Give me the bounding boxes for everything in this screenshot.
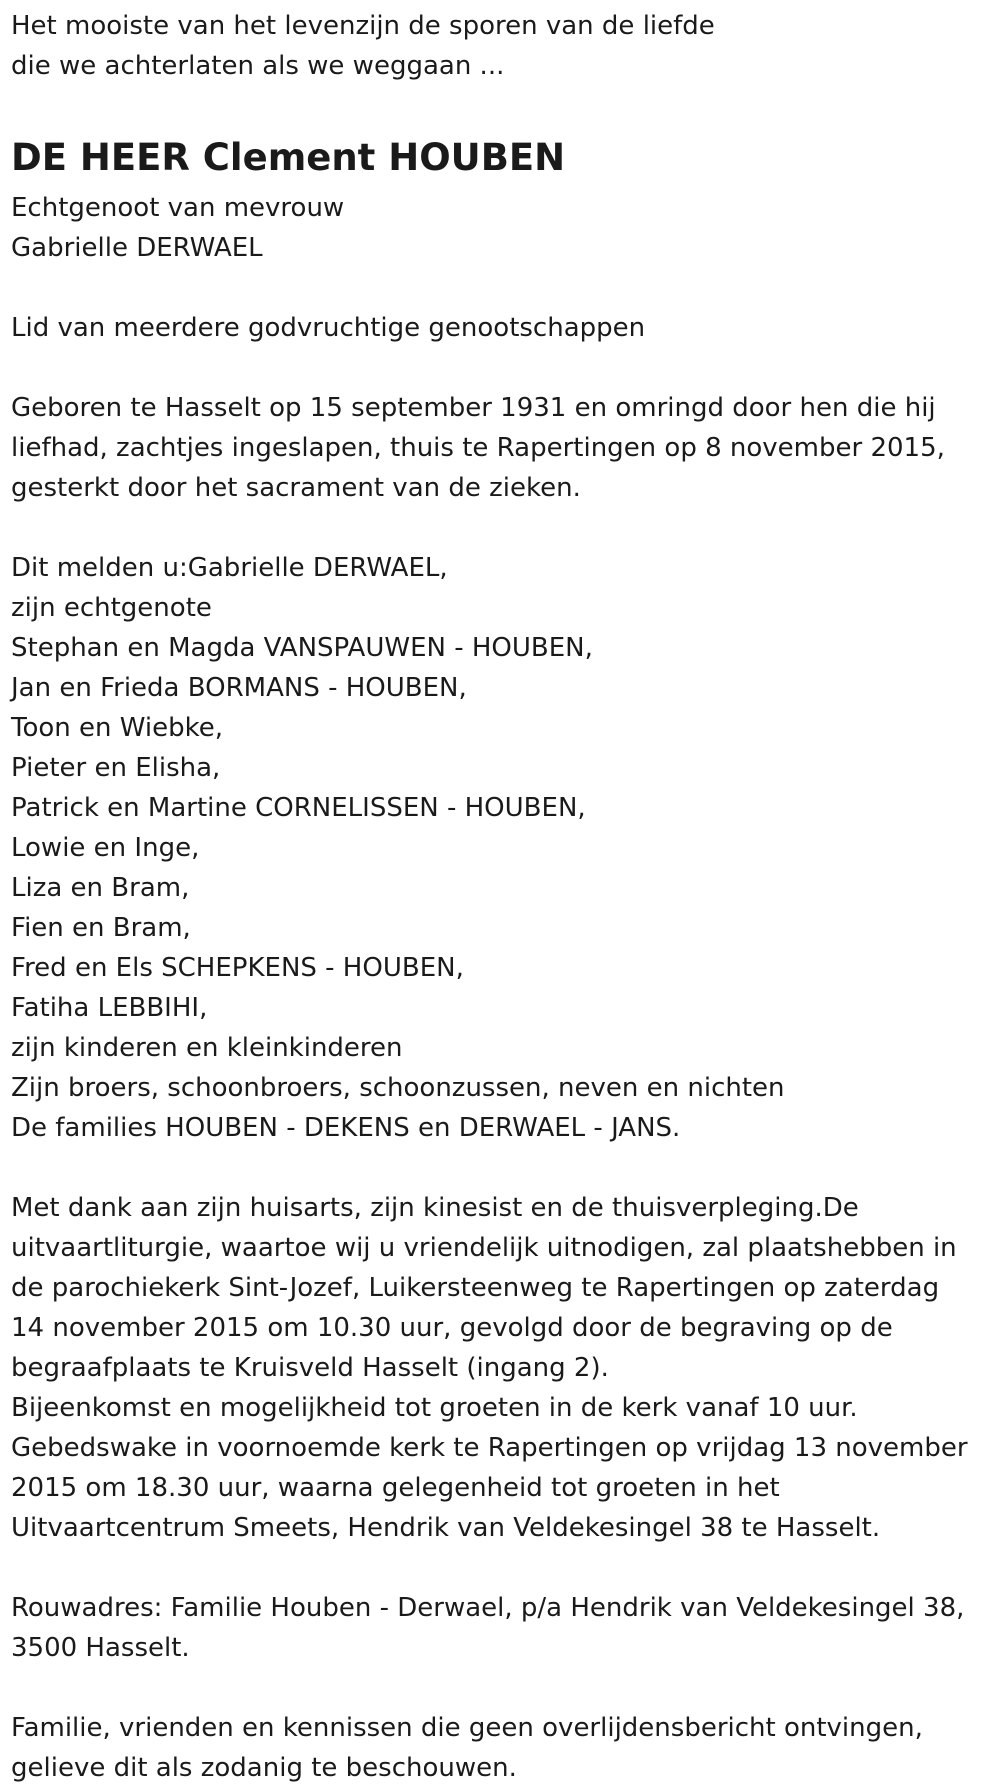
spacer (11, 1668, 1000, 1708)
funeral-info-line: Met dank aan zijn huisarts, zijn kinesist en de thuisverpleging.De (11, 1193, 859, 1223)
spacer (11, 348, 1000, 388)
announcer-line: Fatiha LEBBIHI, (11, 993, 208, 1023)
closing-note-section (11, 1708, 1000, 1788)
spouse-line: Gabrielle DERWAEL (11, 233, 263, 263)
announcer-line: Jan en Frieda BORMANS - HOUBEN, (11, 673, 467, 703)
funeral-info-line: 14 november 2015 om 10.30 uur, gevolgd door de begraving op de (11, 1313, 893, 1343)
announcer-line: Lowie en Inge, (11, 833, 200, 863)
announcer-line: Fred en Els SCHEPKENS - HOUBEN, (11, 953, 464, 983)
spacer (11, 508, 1000, 548)
announcer-line: zijn kinderen en kleinkinderen (11, 1033, 403, 1063)
spacer (11, 1148, 1000, 1188)
funeral-info-line: begraafplaats te Kruisveld Hasselt (ingang 2). (11, 1353, 609, 1383)
birth-death-line: Geboren te Hasselt op 15 september 1931 en omringd door hen die hij (11, 393, 936, 423)
spouse-line: Echtgenoot van mevrouw (11, 193, 345, 223)
mourning-address-line: 3500 Hasselt. (11, 1633, 190, 1663)
spouse-section (11, 188, 1000, 268)
closing-note-line: gelieve dit als zodanig te beschouwen. (11, 1753, 517, 1783)
funeral-info-line: Uitvaartcentrum Smeets, Hendrik van Veldekesingel 38 te Hasselt. (11, 1513, 881, 1543)
announcer-line: Fien en Bram, (11, 913, 191, 943)
announcer-line: Dit melden u:Gabrielle DERWAEL, (11, 553, 448, 583)
announcer-line: Toon en Wiebke, (11, 713, 224, 743)
funeral-info-line: Bijeenkomst en mogelijkheid tot groeten in de kerk vanaf 10 uur. (11, 1393, 858, 1423)
mourning-address-section (11, 1588, 1000, 1668)
birth-death-section (11, 388, 1000, 508)
spacer (11, 1548, 1000, 1588)
spacer (11, 86, 1000, 126)
announcer-line: Liza en Bram, (11, 873, 190, 903)
funeral-info-line: 2015 om 18.30 uur, waarna gelegenheid tot groeten in het (11, 1473, 780, 1503)
funeral-info-line: de parochiekerk Sint-Jozef, Luikersteenweg te Rapertingen op zaterdag (11, 1273, 940, 1303)
spacer (11, 268, 1000, 308)
announcers-section (11, 548, 1000, 1148)
funeral-info-line: Gebedswake in voornoemde kerk te Rapertingen op vrijdag 13 november (11, 1433, 968, 1463)
announcer-line: De families HOUBEN - DEKENS en DERWAEL - JANS. (11, 1113, 681, 1143)
deceased-name-heading: DE HEER Clement HOUBEN (11, 136, 566, 179)
announcer-line: zijn echtgenote (11, 593, 212, 623)
announcer-line: Stephan en Magda VANSPAUWEN - HOUBEN, (11, 633, 593, 663)
birth-death-line: liefhad, zachtjes ingeslapen, thuis te Rapertingen op 8 november 2015, (11, 433, 945, 463)
funeral-info-line: uitvaartliturgie, waartoe wij u vriendelijk uitnodigen, zal plaatshebben in (11, 1233, 957, 1263)
birth-death-line: gesterkt door het sacrament van de zieken. (11, 473, 581, 503)
mourning-address-line: Rouwadres: Familie Houben - Derwael, p/a Hendrik van Veldekesingel 38, (11, 1593, 965, 1623)
motto-line: die we achterlaten als we weggaan ... (11, 51, 505, 81)
funeral-info-section (11, 1188, 1000, 1548)
announcer-line: Patrick en Martine CORNELISSEN - HOUBEN, (11, 793, 586, 823)
motto-line: Het mooiste van het levenzijn de sporen van de liefde (11, 11, 715, 41)
membership-line: Lid van meerdere godvruchtige genootschappen (11, 313, 646, 343)
announcer-line: Zijn broers, schoonbroers, schoonzussen, neven en nichten (11, 1073, 785, 1103)
closing-note-line: Familie, vrienden en kennissen die geen overlijdensbericht ontvingen, (11, 1713, 923, 1743)
motto-section (11, 6, 1000, 86)
announcer-line: Pieter en Elisha, (11, 753, 221, 783)
